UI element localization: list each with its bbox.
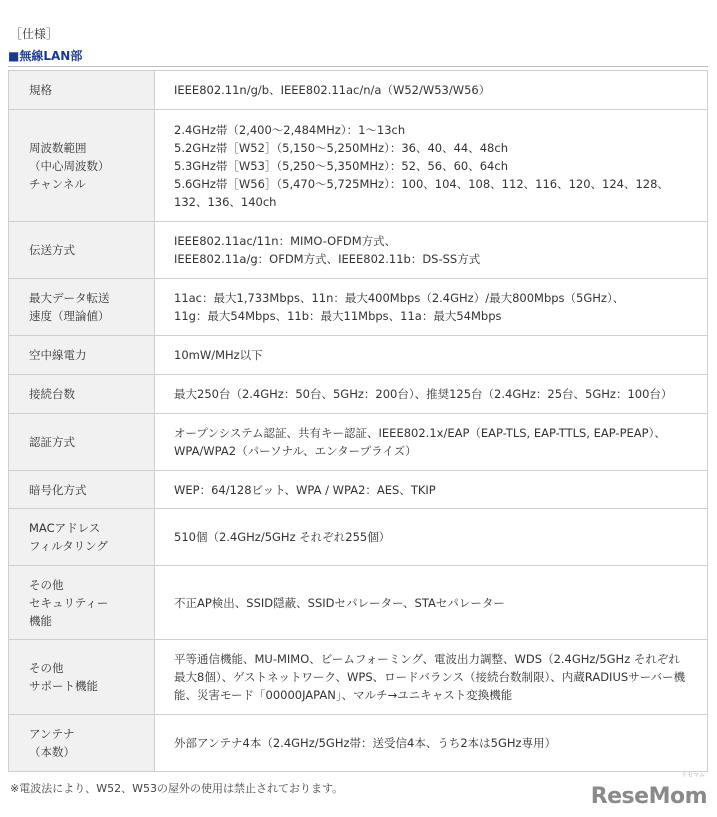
row-value: 10mW/MHz以下 <box>155 336 708 375</box>
section-title: ■無線LAN部 <box>8 49 83 63</box>
table-row <box>9 336 708 375</box>
row-label: 周波数範囲 （中心周波数） チャンネル <box>9 110 155 222</box>
logo-subtext: リセマム <box>681 772 705 779</box>
resemom-logo: ReseMom <box>590 784 707 809</box>
spec-table <box>8 70 708 772</box>
row-label: 接続台数 <box>9 375 155 414</box>
row-label: その他 サポート機能 <box>9 640 155 715</box>
row-value: 不正AP検出、SSID隠蔽、SSIDセパレーター、STAセパレーター <box>155 566 708 640</box>
table-row <box>9 222 708 279</box>
row-value: 平等通信機能、MU-MIMO、ビームフォーミング、電波出力調整、WDS（2.4GHz/5GHz それぞれ 最大8個）、ゲストネットワーク、WPS、ロードバランス（接続台数制限）、内蔵RADIUSサーバー機能、災害モード「00000JAPAN」、マルチ→ユニキャスト変換機能 <box>155 640 708 715</box>
row-value: オープンシステム認証、共有キー認証、IEEE802.1x/EAP（EAP-TLS, EAP-TTLS, EAP-PEAP）、 WPA/WPA2（パーソナル、エンタープライズ） <box>155 414 708 471</box>
table-row <box>9 414 708 471</box>
table-row <box>9 509 708 566</box>
row-value: 11ac：最大1,733Mbps、11n：最大400Mbps（2.4GHz）/最大800Mbps（5GHz）、 11g：最大54Mbps、11b：最大11Mbps、11a：最大54Mbps <box>155 279 708 336</box>
row-label: アンテナ （本数） <box>9 715 155 772</box>
row-value: IEEE802.11ac/11n：MIMO-OFDM方式、 IEEE802.11a/g：OFDM方式、IEEE802.11b：DS-SS方式 <box>155 222 708 279</box>
table-row <box>9 640 708 715</box>
row-value: 最大250台（2.4GHz：50台、5GHz：200台）、推奨125台（2.4GHz：25台、5GHz：100台） <box>155 375 708 414</box>
row-value: 2.4GHz帯（2,400〜2,484MHz）：1〜13ch 5.2GHz帯［W52］（5,150〜5,250MHz）：36、40、44、48ch 5.3GHz帯［W53］（5,250〜5,350MHz）：52、56、60、64ch 5.6GHz帯［W56］（5,470〜5,725MHz）：100、104、108、112、116、120、124、128、 132、136、140ch <box>155 110 708 222</box>
spec-label: ［仕様］ <box>10 27 59 41</box>
row-label: 空中線電力 <box>9 336 155 375</box>
table-row <box>9 375 708 414</box>
row-label: 伝送方式 <box>9 222 155 279</box>
row-label: 暗号化方式 <box>9 471 155 509</box>
row-value: IEEE802.11n/g/b、IEEE802.11ac/n/a（W52/W53/W56） <box>155 71 708 110</box>
row-value: 外部アンテナ4本（2.4GHz/5GHz帯：送受信4本、うち2本は5GHz専用） <box>155 715 708 772</box>
table-row <box>9 715 708 772</box>
row-label: 規格 <box>9 71 155 110</box>
table-row <box>9 110 708 222</box>
table-row <box>9 471 708 509</box>
table-row <box>9 279 708 336</box>
row-label: MACアドレス フィルタリング <box>9 509 155 566</box>
row-label: 最大データ転送 速度（理論値） <box>9 279 155 336</box>
footnote: ※電波法により、W52、W53の屋外の使用は禁止されております。 <box>10 782 344 795</box>
section-divider <box>8 66 708 67</box>
row-value: 510個（2.4GHz/5GHz それぞれ255個） <box>155 509 708 566</box>
table-row <box>9 566 708 640</box>
row-label: 認証方式 <box>9 414 155 471</box>
row-label: その他 セキュリティー 機能 <box>9 566 155 640</box>
table-row <box>9 71 708 110</box>
row-value: WEP：64/128ビット、WPA / WPA2：AES、TKIP <box>155 471 708 509</box>
